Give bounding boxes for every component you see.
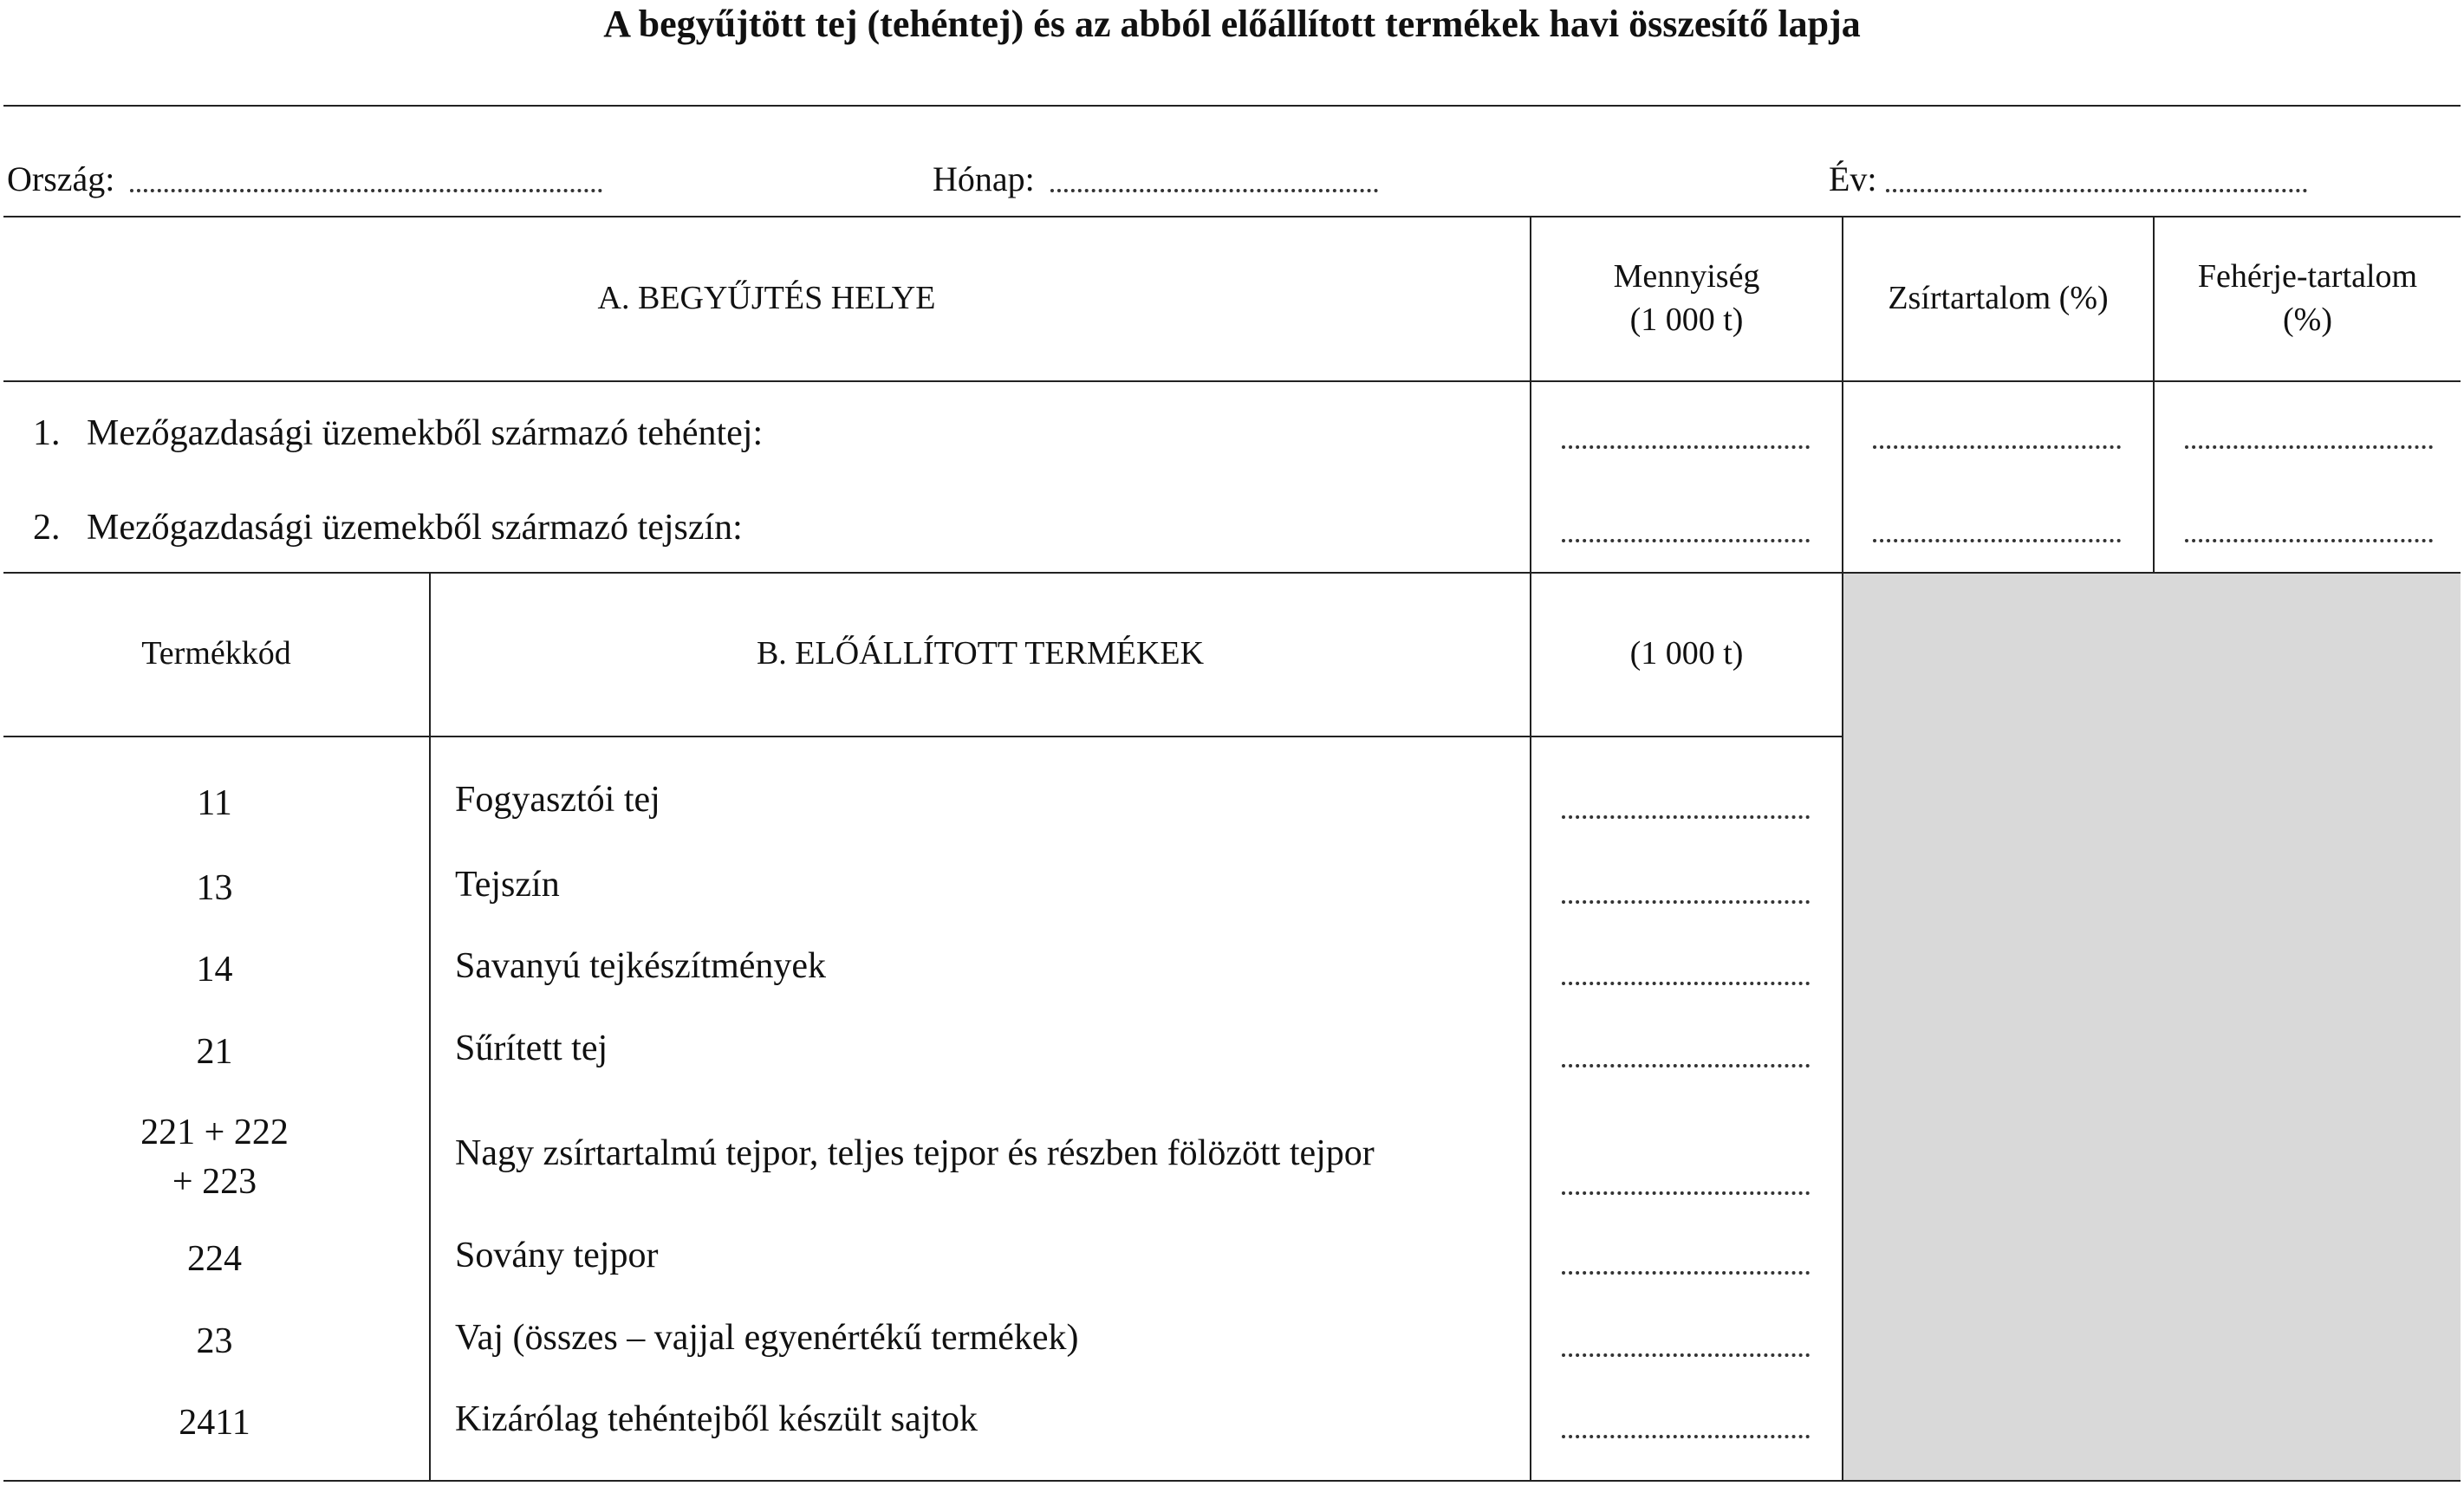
divider bbox=[3, 105, 2461, 107]
section-a-row bbox=[33, 412, 763, 454]
product-code bbox=[0, 1235, 429, 1284]
table-border bbox=[3, 736, 1843, 737]
product-code-text: + 223 bbox=[172, 1161, 257, 1202]
quantity-field[interactable] bbox=[1562, 900, 1810, 904]
row-label: Mezőgazdasági üzemekből származó tehéntej: bbox=[87, 413, 764, 453]
section-b-header: B. ELŐÁLLÍTOTT TERMÉKEK bbox=[756, 635, 1205, 672]
protein-header bbox=[2155, 217, 2461, 380]
month-label: Hónap: bbox=[933, 159, 1035, 198]
section-a-header: A. BEGYŰJTÉS HELYE bbox=[597, 279, 936, 316]
column-divider bbox=[1530, 216, 1531, 1481]
quantity-label: Mennyiség bbox=[1613, 258, 1760, 295]
year-field[interactable] bbox=[1886, 189, 2307, 192]
product-code-text: 21 bbox=[196, 1032, 233, 1072]
product-code bbox=[0, 945, 429, 995]
quantity-field[interactable] bbox=[1562, 539, 1810, 542]
quantity-field[interactable] bbox=[1562, 1191, 1810, 1195]
quantity-field[interactable] bbox=[1562, 1353, 1810, 1357]
fat-field[interactable] bbox=[1873, 445, 2121, 449]
row-number: 1. bbox=[33, 413, 61, 453]
protein-field[interactable] bbox=[2185, 445, 2433, 449]
product-code bbox=[0, 864, 429, 913]
product-code bbox=[0, 779, 429, 828]
product-label: Sovány tejpor bbox=[455, 1236, 659, 1275]
section-a-row bbox=[33, 507, 743, 548]
shaded-area bbox=[1842, 573, 2461, 1481]
product-code-text: 23 bbox=[196, 1321, 233, 1361]
fat-header: Zsírtartalom (%) bbox=[1888, 279, 2109, 316]
quantity-field[interactable] bbox=[1562, 445, 1810, 449]
quantity-header bbox=[1531, 217, 1842, 380]
quantity-field[interactable] bbox=[1562, 1435, 1810, 1438]
product-code bbox=[0, 1028, 429, 1077]
product-label: Vaj (összes – vajjal egyenértékű termékek) bbox=[455, 1318, 1079, 1358]
protein-unit: (%) bbox=[2283, 301, 2332, 338]
product-label: Kizárólag tehéntejből készült sajtok bbox=[455, 1399, 978, 1439]
quantity-field[interactable] bbox=[1562, 1271, 1810, 1275]
quantity-field[interactable] bbox=[1562, 982, 1810, 985]
product-label: Fogyasztói tej bbox=[455, 780, 660, 820]
fat-field[interactable] bbox=[1873, 539, 2121, 542]
product-label: Nagy zsírtartalmú tejpor, teljes tejpor és részben fölözött tejpor bbox=[455, 1133, 1375, 1173]
product-code-text: 13 bbox=[196, 868, 233, 908]
product-label: Savanyú tejkészítmények bbox=[455, 946, 827, 986]
page-title: A begyűjtött tej (tehéntej) és az abból előállított termékek havi összesítő lapja bbox=[603, 3, 1861, 45]
quantity-field[interactable] bbox=[1562, 1064, 1810, 1067]
product-code bbox=[0, 1108, 429, 1206]
product-code-text: 221 + 222 bbox=[140, 1113, 289, 1152]
quantity-unit: (1 000 t) bbox=[1629, 301, 1744, 338]
product-label: Sűrített tej bbox=[455, 1029, 608, 1068]
row-label: Mezőgazdasági üzemekből származó tejszín: bbox=[87, 508, 743, 548]
protein-label: Fehérje-tartalom bbox=[2197, 258, 2418, 295]
product-label: Tejszín bbox=[455, 865, 560, 905]
product-code-text: 11 bbox=[197, 783, 232, 823]
country-label: Ország: bbox=[7, 159, 115, 198]
product-code-header: Termékkód bbox=[141, 635, 291, 672]
quantity-field[interactable] bbox=[1562, 815, 1810, 819]
product-code-text: 224 bbox=[187, 1239, 242, 1279]
product-code-text: 2411 bbox=[179, 1403, 250, 1443]
product-code-text: 14 bbox=[196, 950, 233, 990]
protein-field[interactable] bbox=[2185, 539, 2433, 542]
table-border bbox=[3, 1480, 2461, 1482]
product-code bbox=[0, 1398, 429, 1448]
country-field[interactable] bbox=[130, 189, 602, 192]
unit-header: (1 000 t) bbox=[1629, 635, 1744, 672]
table-border bbox=[3, 380, 2461, 382]
product-code bbox=[0, 1317, 429, 1366]
row-number: 2. bbox=[33, 508, 61, 548]
month-field[interactable] bbox=[1050, 189, 1378, 192]
year-label: Év: bbox=[1829, 159, 1877, 198]
column-divider bbox=[1842, 216, 1843, 1481]
